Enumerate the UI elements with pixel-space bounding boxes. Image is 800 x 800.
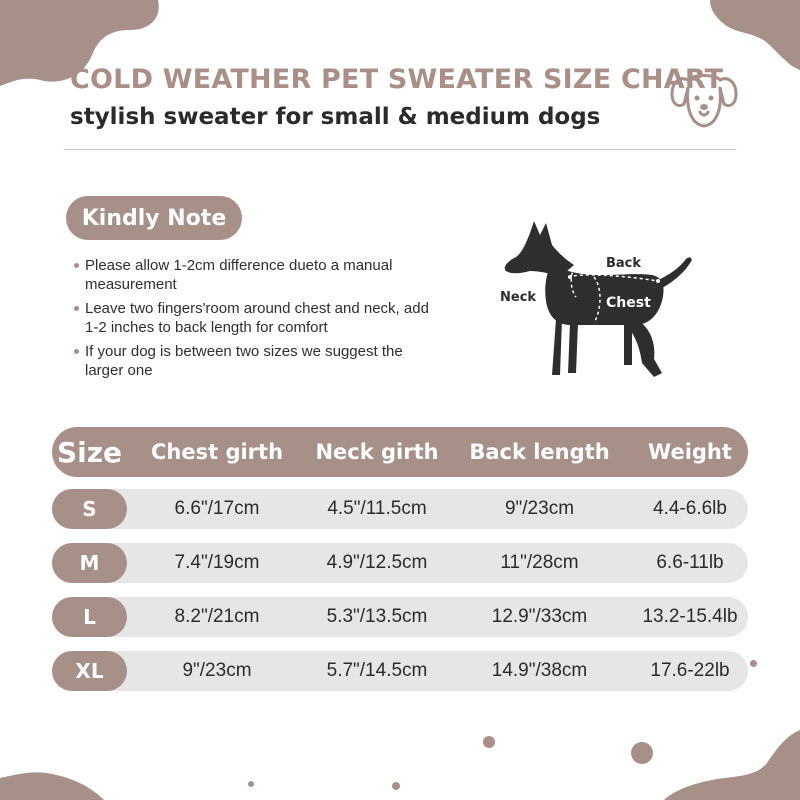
- table-row: [52, 543, 748, 583]
- dog-silhouette-icon: [490, 215, 700, 385]
- decor-dot: [483, 736, 495, 748]
- note-item: Leave two fingers'room around chest and neck, add 1-2 inches to back length for comfort: [72, 299, 442, 337]
- neck-girth-value: 4.9"/12.5cm: [326, 552, 428, 573]
- chest-girth-value: 9"/23cm: [182, 660, 252, 681]
- decor-dot: [392, 782, 400, 790]
- chest-girth-value: 8.2"/21cm: [174, 606, 260, 627]
- decor-dot: [631, 742, 653, 764]
- note-list: [72, 256, 442, 385]
- table-row: [52, 597, 748, 637]
- size-label: S: [52, 489, 127, 529]
- header-back-length: Back length: [469, 440, 610, 464]
- decor-dot: [750, 660, 757, 667]
- chest-girth-value: 6.6"/17cm: [174, 498, 260, 519]
- page-subtitle: stylish sweater for small & medium dogs: [70, 104, 601, 130]
- page-title: COLD WEATHER PET SWEATER SIZE CHART: [70, 64, 724, 95]
- corner-blob-bottom-right: [650, 720, 800, 800]
- back-length-value: 12.9"/33cm: [491, 606, 588, 627]
- table-row: [52, 489, 748, 529]
- neck-girth-value: 5.3"/13.5cm: [326, 606, 428, 627]
- corner-blob-bottom-left: [0, 760, 110, 800]
- back-length-value: 14.9"/38cm: [491, 660, 588, 681]
- decor-dot: [248, 781, 254, 787]
- size-label: XL: [52, 651, 127, 691]
- note-item: If your dog is between two sizes we suggest the larger one: [72, 342, 442, 380]
- note-item: Please allow 1-2cm difference dueto a manual measurement: [72, 256, 442, 294]
- size-label: M: [52, 543, 127, 583]
- header-divider: [64, 149, 736, 150]
- header-weight: Weight: [648, 440, 732, 464]
- chest-girth-value: 7.4"/19cm: [174, 552, 260, 573]
- back-length-value: 11"/28cm: [500, 552, 579, 573]
- header-size: Size: [56, 435, 123, 469]
- chest-label: Chest: [606, 295, 651, 311]
- back-label: Back: [606, 256, 642, 271]
- weight-value: 13.2-15.4lb: [642, 606, 738, 627]
- weight-value: 4.4-6.6lb: [653, 498, 727, 519]
- back-length-value: 9"/23cm: [504, 498, 575, 519]
- header-chest-girth: Chest girth: [150, 440, 284, 464]
- weight-value: 6.6-11lb: [656, 552, 724, 573]
- size-label: L: [52, 597, 127, 637]
- table-row: [52, 651, 748, 691]
- neck-girth-value: 5.7"/14.5cm: [326, 660, 428, 681]
- weight-value: 17.6-22lb: [650, 660, 730, 681]
- neck-label: Neck: [500, 290, 537, 305]
- header-neck-girth: Neck girth: [315, 440, 439, 464]
- table-header: [52, 427, 748, 477]
- neck-girth-value: 4.5"/11.5cm: [327, 498, 427, 519]
- dog-face-icon: [668, 66, 740, 132]
- kindly-note-badge: Kindly Note: [66, 196, 242, 240]
